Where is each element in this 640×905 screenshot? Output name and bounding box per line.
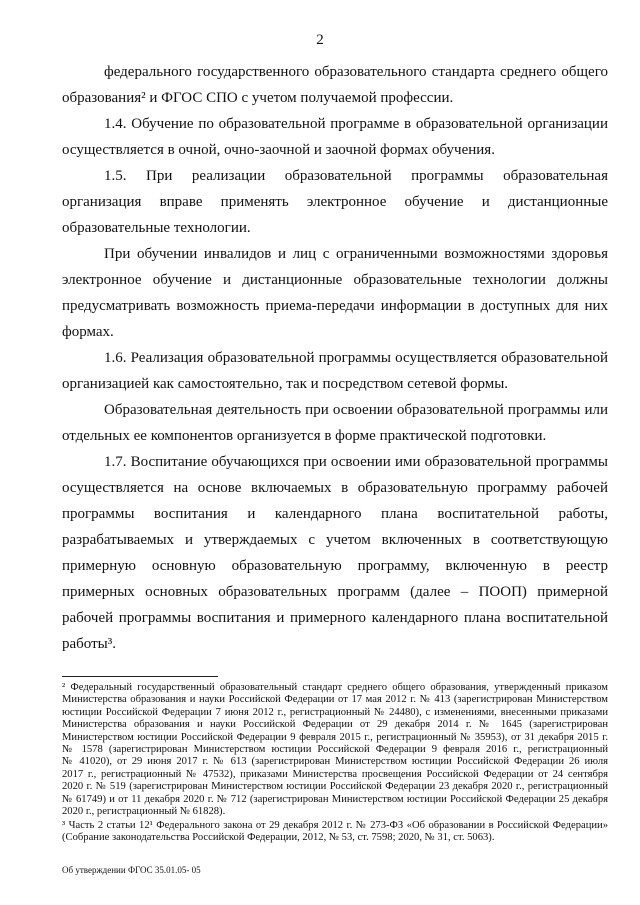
- footnote-separator: [62, 676, 218, 677]
- footnote-line: 2017 г., регистрационный № 47532), приказами Министерства просвещения Российской Федерации от 24 сентября: [62, 768, 608, 780]
- paragraph-1-7: [62, 449, 608, 657]
- footnote-line: 2020 г., регистрационный № 61828).: [62, 805, 226, 817]
- page-number: 2: [316, 32, 324, 48]
- paragraph-line: примерную основную образовательную программу, включенную в реестр: [62, 558, 608, 574]
- paragraph-line: отдельных ее компонентов организуется в форме практической подготовки.: [62, 428, 547, 444]
- paragraph-line: организацией как самостоятельно, так и посредством сетевой формы.: [62, 376, 509, 392]
- footnote-3: [62, 820, 608, 845]
- paragraph-line: 1.5. При реализации образовательной программы образовательная: [104, 168, 608, 184]
- footnote-line: Министерства образования и науки Российской Федерации от 29 декабря 2014 г. № 1645 (зарегистрирован: [62, 719, 608, 731]
- paragraph-line: разрабатываемых и утверждаемых с учетом включенных в соответствующую: [62, 532, 608, 548]
- footnote-line: ³ Часть 2 статьи 12¹ Федерального закона от 29 декабря 2012 г. № 273-ФЗ «Об образовании в Российской Федерации»: [62, 819, 608, 831]
- paragraph-line: образования² и ФГОС СПО с учетом получаемой профессии.: [62, 90, 454, 106]
- paragraph-line: 1.7. Воспитание обучающихся при освоении ими образовательной программы: [104, 454, 608, 470]
- paragraph-line: формах.: [62, 324, 114, 340]
- footnote-line: № 1578 (зарегистрирован Министерством юстиции Российской Федерации 9 февраля 2016 г., регистрационный: [62, 743, 608, 755]
- paragraph-line: 1.6. Реализация образовательной программы осуществляется образовательной: [104, 350, 608, 366]
- paragraph-line: При обучении инвалидов и лиц с ограниченными возможностями здоровья: [104, 246, 608, 262]
- paragraph-line: организация вправе применять электронное обучение и дистанционные: [62, 194, 608, 210]
- paragraph-1-4: [62, 111, 608, 163]
- footnote-line: Министерством юстиции Российской Федерации 9 февраля 2015 г., регистрационный № 35953), от 31 декабря 2015 г.: [62, 731, 608, 743]
- footnote-line: 2020 г. № 519 (зарегистрирован Министерством юстиции Российской Федерации 23 декабря 2020 г., регистрационный: [62, 781, 608, 793]
- paragraph-line: примерных основных образовательных программ (далее – ПООП) примерной: [62, 584, 608, 600]
- paragraph-line: осуществляется в очной, очно-заочной и заочной формах обучения.: [62, 142, 495, 158]
- paragraph-continuation: [62, 59, 608, 111]
- paragraph-line: работы³.: [62, 636, 116, 652]
- footnote-2: [62, 682, 608, 818]
- footnote-line: юстиции Российской Федерации 7 июня 2012 г., регистрационный № 24480), с изменениями, внесенными приказами: [62, 706, 608, 718]
- paragraph-practical-training: [62, 397, 608, 449]
- paragraph-line: Образовательная деятельность при освоении образовательной программы или: [104, 402, 608, 418]
- page-footer: Об утверждении ФГОС 35.01.05- 05: [62, 865, 201, 875]
- document-body: [62, 59, 608, 657]
- footnote-line: Министерства образования и науки Российской Федерации от 17 мая 2012 г. № 413 (зарегистрирован Министерством: [62, 694, 608, 706]
- paragraph-line: федерального государственного образовательного стандарта среднего общего: [104, 64, 608, 80]
- footnote-line: (Собрание законодательства Российской Федерации, 2012, № 53, ст. 7598; 2020, № 31, ст. 5063).: [62, 832, 495, 844]
- footnotes: [62, 682, 608, 845]
- paragraph-disabled-learners: [62, 241, 608, 345]
- paragraph-line: 1.4. Обучение по образовательной программе в образовательной организации: [104, 116, 608, 132]
- footnote-line: ² Федеральный государственный образовательный стандарт среднего общего образования, утвержденный приказом: [62, 682, 608, 693]
- paragraph-1-5: [62, 163, 608, 241]
- footnote-line: № 61749) и от 11 декабря 2020 г. № 712 (зарегистрирован Министерством юстиции Российской Федерации 25 декабря: [62, 793, 608, 805]
- paragraph-line: программы воспитания и календарного плана воспитательной работы,: [62, 506, 608, 522]
- paragraph-1-6: [62, 345, 608, 397]
- paragraph-line: образовательные технологии.: [62, 220, 251, 236]
- paragraph-line: электронное обучение и дистанционные образовательные технологии должны: [62, 272, 608, 288]
- paragraph-line: рабочей программы воспитания и примерного календарного плана воспитательной: [62, 610, 608, 626]
- paragraph-line: осуществляется на основе включаемых в образовательную программу рабочей: [62, 480, 608, 496]
- footnote-line: № 41020), от 29 июня 2017 г. № 613 (зарегистрирован Министерством юстиции Российской Федерации 26 июля: [62, 756, 608, 768]
- paragraph-line: предусматривать возможность приема-передачи информации в доступных для них: [62, 298, 608, 314]
